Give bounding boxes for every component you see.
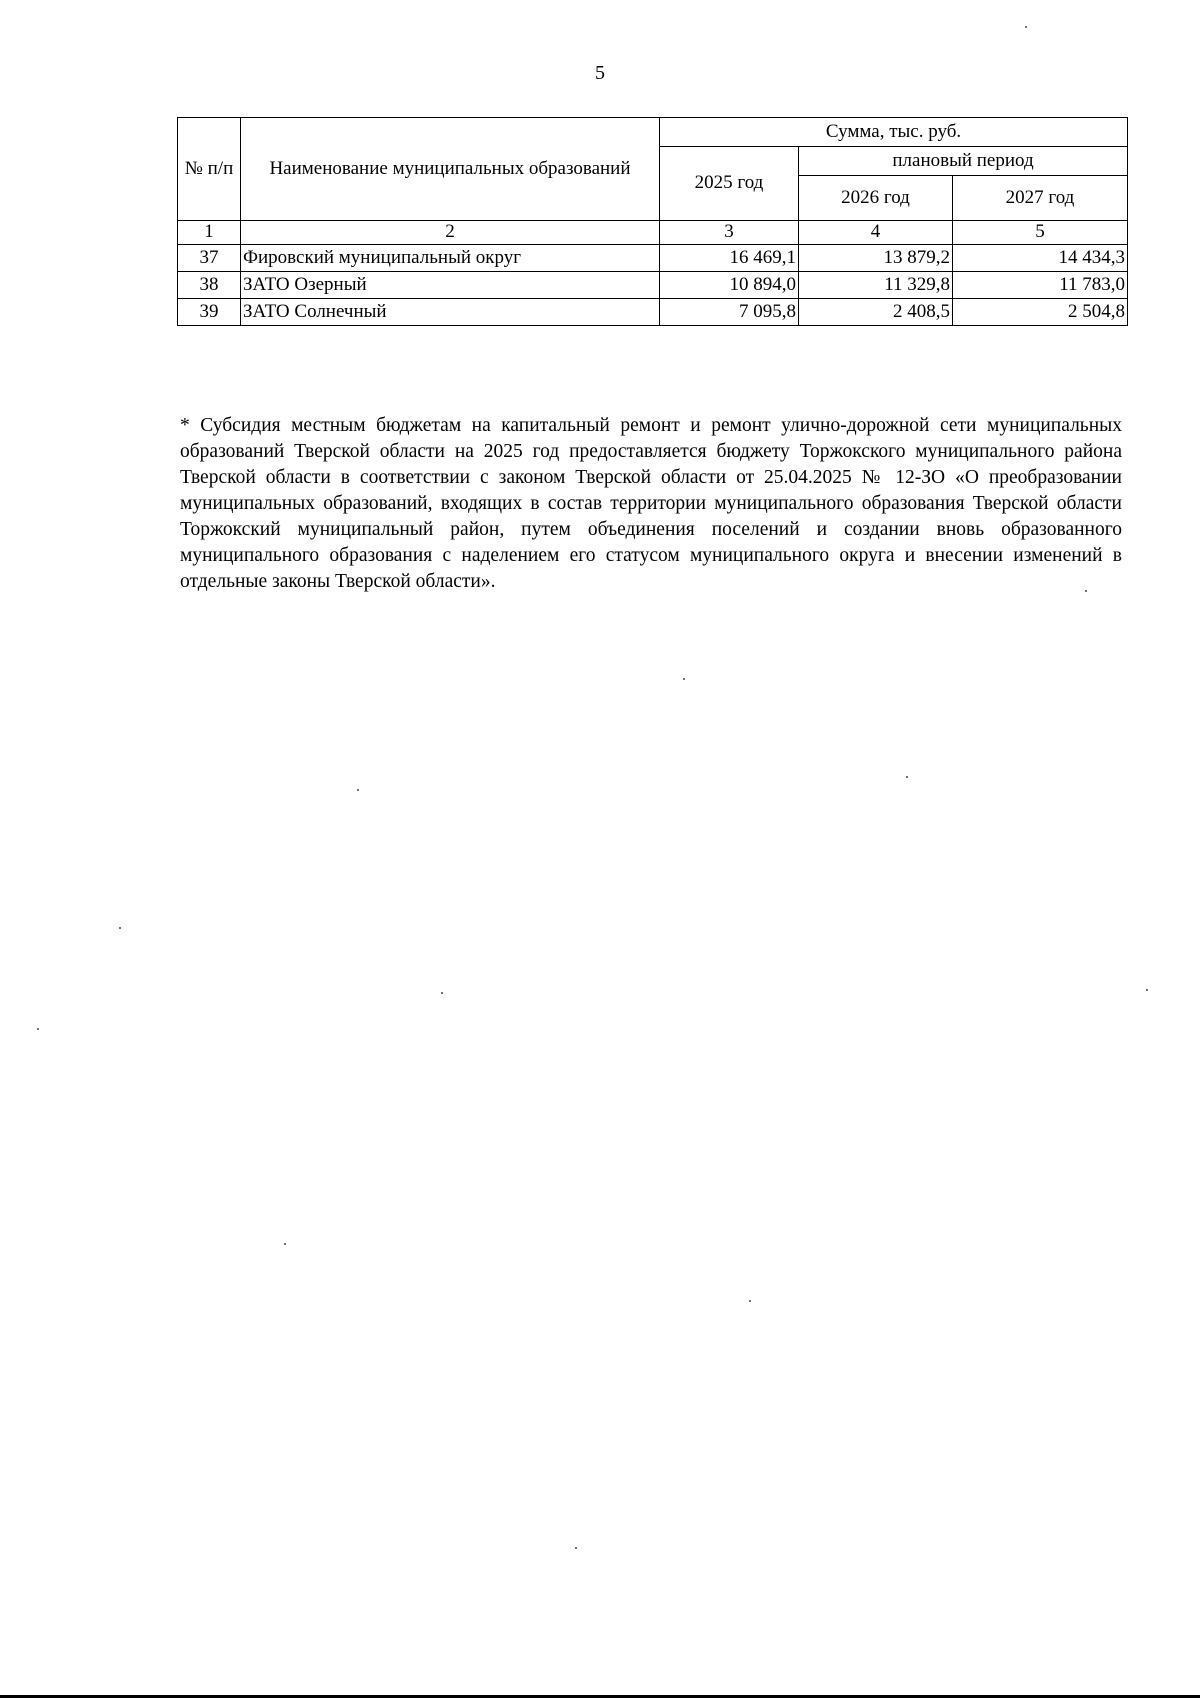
budget-table: [177, 117, 1128, 326]
header-2025: 2025 год: [660, 147, 799, 221]
row-number: 38: [178, 272, 241, 299]
header-num: № п/п: [178, 118, 241, 221]
value-2027: 2 504,8: [953, 299, 1128, 326]
column-number-row: [178, 221, 1128, 245]
scan-speck: [683, 678, 685, 680]
table-row: [178, 299, 1128, 326]
row-number: 39: [178, 299, 241, 326]
column-number: 5: [953, 221, 1128, 245]
row-number: 37: [178, 245, 241, 272]
header-sum: Сумма, тыс. руб.: [660, 118, 1128, 147]
scan-speck: [575, 1547, 577, 1549]
footnote: * Субсидия местным бюджетам на капитальный ремонт и ремонт улично-дорожной сети муниципальных образований Тверской области на 2025 год предоставляется бюджету Торжокского муниципального района Тверской области в соответствии с законом Тверской области от 25.04.2025 № 12-ЗО «О преобразовании муниципальных образований, входящих в состав территории муниципального образования Тверской области Торжокский муниципальный район, путем объединения поселений и создании вновь образованного муниципального образования с наделением его статусом муниципального округа и внесении изменений в отдельные законы Тверской области».: [180, 414, 1122, 592]
scan-speck: [749, 1300, 751, 1302]
scan-speck: [119, 927, 121, 929]
header-row: [178, 118, 1128, 147]
value-2026: 13 879,2: [799, 245, 953, 272]
value-2027: 14 434,3: [953, 245, 1128, 272]
header-name: Наименование муниципальных образований: [241, 118, 660, 221]
column-number: 1: [178, 221, 241, 245]
header-2027: 2027 год: [953, 176, 1128, 221]
scan-speck: [441, 992, 443, 994]
value-2025: 16 469,1: [660, 245, 799, 272]
municipality-name: ЗАТО Солнечный: [241, 299, 660, 326]
value-2026: 11 329,8: [799, 272, 953, 299]
scan-speck: [1085, 590, 1087, 592]
header-planned-period: плановый период: [799, 147, 1128, 176]
scan-speck: [1146, 989, 1148, 991]
value-2025: 10 894,0: [660, 272, 799, 299]
scan-speck: [284, 1243, 286, 1245]
value-2027: 11 783,0: [953, 272, 1128, 299]
table-row: [178, 272, 1128, 299]
header-2026: 2026 год: [799, 176, 953, 221]
column-number: 2: [241, 221, 660, 245]
scan-speck: [357, 789, 359, 791]
column-number: 3: [660, 221, 799, 245]
municipality-name: Фировский муниципальный округ: [241, 245, 660, 272]
value-2026: 2 408,5: [799, 299, 953, 326]
municipality-name: ЗАТО Озерный: [241, 272, 660, 299]
column-number: 4: [799, 221, 953, 245]
scan-speck: [906, 776, 908, 778]
scan-speck: [37, 1028, 39, 1030]
table-row: [178, 245, 1128, 272]
value-2025: 7 095,8: [660, 299, 799, 326]
scan-speck: [1025, 26, 1027, 28]
page-number: 5: [595, 62, 605, 84]
